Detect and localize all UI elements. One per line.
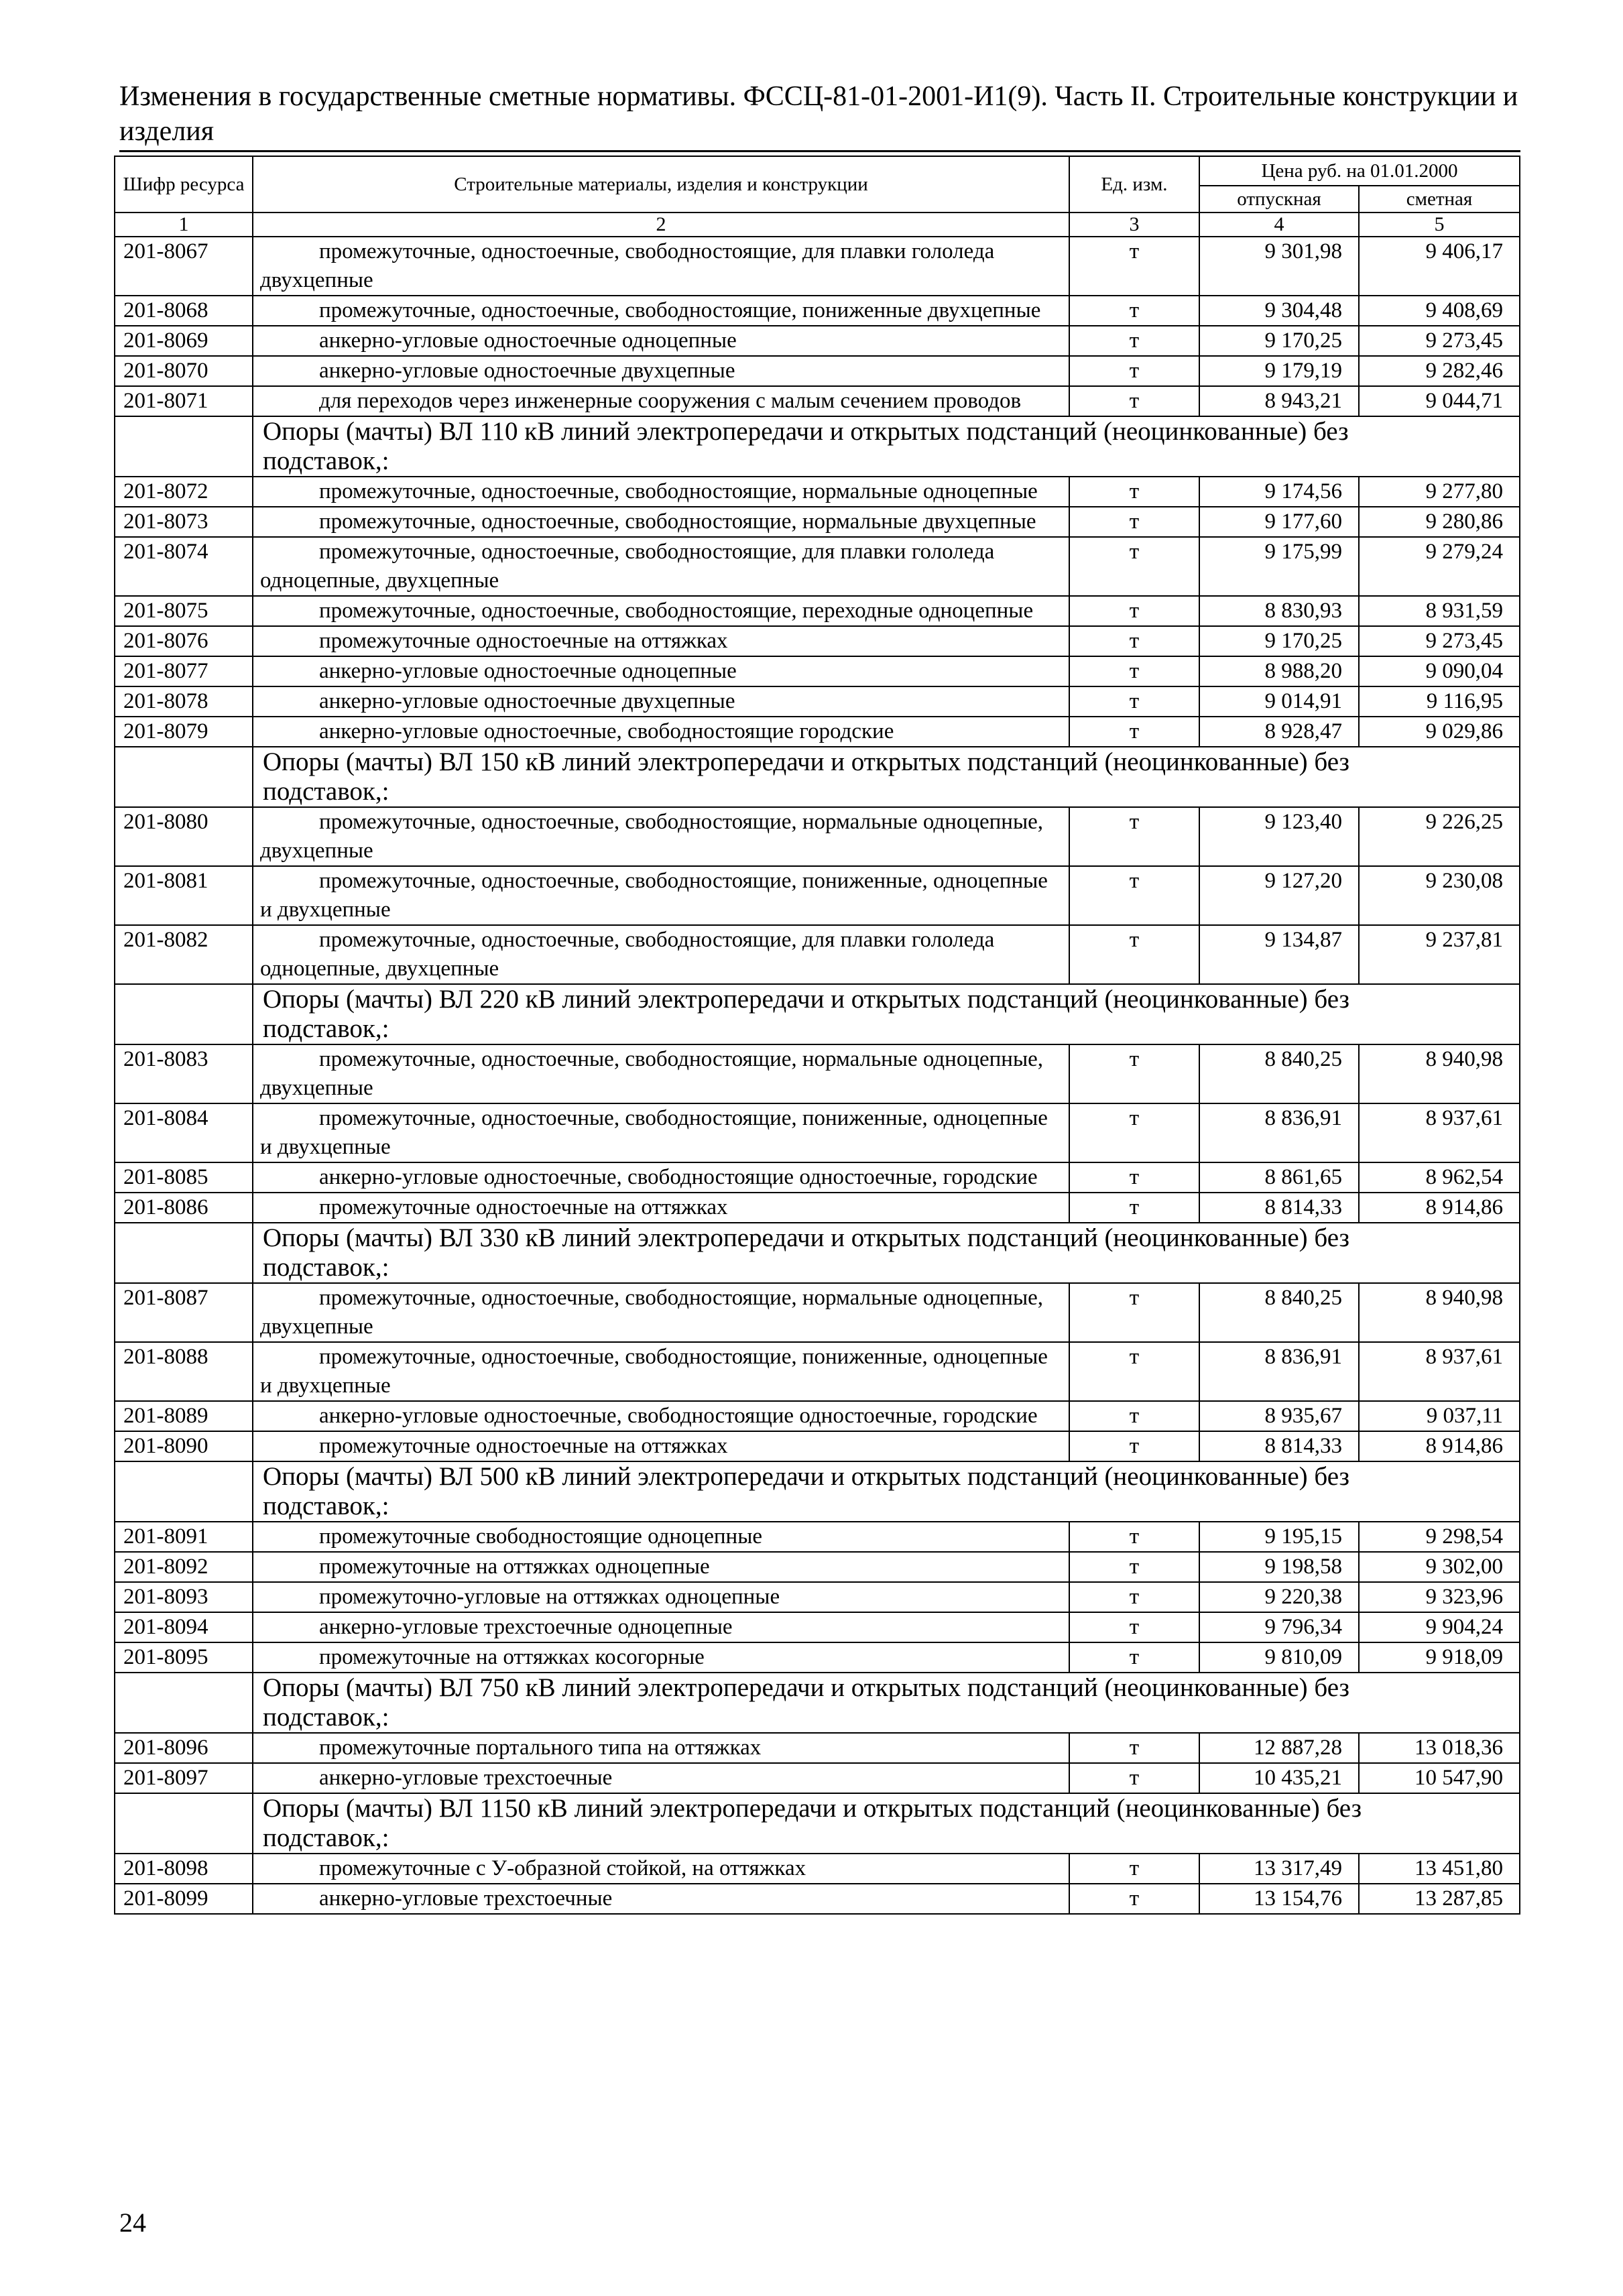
material-name: анкерно-угловые одностоечные, свободностоящие городские (253, 717, 1069, 747)
material-name: анкерно-угловые одностоечные двухцепные (253, 356, 1069, 386)
column-number: 3 (1069, 213, 1199, 237)
table-row (115, 596, 1520, 626)
resource-code: 201-8069 (115, 326, 253, 356)
section-row (115, 1461, 1520, 1522)
release-price: 9 796,34 (1199, 1612, 1359, 1642)
estimate-price: 9 044,71 (1359, 386, 1520, 416)
unit: т (1069, 477, 1199, 507)
resource-code: 201-8082 (115, 925, 253, 984)
table-row (115, 1733, 1520, 1763)
estimate-price: 9 406,17 (1359, 237, 1520, 296)
release-price: 8 814,33 (1199, 1431, 1359, 1461)
section-empty-cell (115, 416, 253, 477)
release-price: 8 830,93 (1199, 596, 1359, 626)
estimate-price: 9 282,46 (1359, 356, 1520, 386)
material-name: промежуточные, одностоечные, свободностоящие, пониженные двухцепные (253, 296, 1069, 326)
release-price: 8 840,25 (1199, 1283, 1359, 1342)
resource-code: 201-8097 (115, 1763, 253, 1793)
table-row (115, 686, 1520, 717)
release-price: 8 943,21 (1199, 386, 1359, 416)
table-row (115, 1162, 1520, 1193)
estimate-price: 9 230,08 (1359, 866, 1520, 925)
release-price: 8 935,67 (1199, 1401, 1359, 1431)
section-title: Опоры (мачты) ВЛ 500 кВ линий электропередачи и открытых подстанций (неоцинкованные) без подставок,: (253, 1461, 1520, 1522)
section-empty-cell (115, 1223, 253, 1283)
unit: т (1069, 356, 1199, 386)
release-price: 9 134,87 (1199, 925, 1359, 984)
material-name: промежуточные одностоечные на оттяжках (253, 1431, 1069, 1461)
header-unit: Ед. изм. (1069, 156, 1199, 213)
header-code: Шифр ресурса (115, 156, 253, 213)
material-name: анкерно-угловые одностоечные, свободностоящие одностоечные, городские (253, 1401, 1069, 1431)
release-price: 10 435,21 (1199, 1763, 1359, 1793)
section-row (115, 1793, 1520, 1854)
unit: т (1069, 1522, 1199, 1552)
section-empty-cell (115, 747, 253, 807)
resource-code: 201-8076 (115, 626, 253, 656)
section-title: Опоры (мачты) ВЛ 110 кВ линий электропередачи и открытых подстанций (неоцинкованные) без подставок,: (253, 416, 1520, 477)
release-price: 9 177,60 (1199, 507, 1359, 537)
unit: т (1069, 866, 1199, 925)
material-name: промежуточно-угловые на оттяжках одноцепные (253, 1582, 1069, 1612)
unit: т (1069, 1283, 1199, 1342)
table-row (115, 1552, 1520, 1582)
table-row (115, 807, 1520, 866)
section-row (115, 984, 1520, 1044)
release-price: 8 814,33 (1199, 1193, 1359, 1223)
release-price: 12 887,28 (1199, 1733, 1359, 1763)
section-title: Опоры (мачты) ВЛ 150 кВ линий электропередачи и открытых подстанций (неоцинкованные) без подставок,: (253, 747, 1520, 807)
section-empty-cell (115, 1673, 253, 1733)
resource-code: 201-8095 (115, 1642, 253, 1673)
estimate-price: 8 940,98 (1359, 1044, 1520, 1103)
page-number: 24 (119, 2208, 146, 2238)
section-row (115, 747, 1520, 807)
estimate-price: 9 408,69 (1359, 296, 1520, 326)
resource-code: 201-8089 (115, 1401, 253, 1431)
table-row (115, 1401, 1520, 1431)
table-row (115, 1884, 1520, 1914)
resource-code: 201-8083 (115, 1044, 253, 1103)
unit: т (1069, 596, 1199, 626)
release-price: 13 317,49 (1199, 1854, 1359, 1884)
resource-code: 201-8070 (115, 356, 253, 386)
column-number: 4 (1199, 213, 1359, 237)
resource-code: 201-8078 (115, 686, 253, 717)
resource-code: 201-8094 (115, 1612, 253, 1642)
header-estimate-price: сметная (1359, 186, 1520, 213)
table-row (115, 626, 1520, 656)
estimate-price: 9 904,24 (1359, 1612, 1520, 1642)
estimate-price: 13 451,80 (1359, 1854, 1520, 1884)
table-row (115, 1044, 1520, 1103)
price-table (114, 156, 1520, 1915)
table-row (115, 1283, 1520, 1342)
unit: т (1069, 296, 1199, 326)
column-number-row (115, 213, 1520, 237)
release-price: 9 195,15 (1199, 1522, 1359, 1552)
column-number: 5 (1359, 213, 1520, 237)
material-name: промежуточные, одностоечные, свободностоящие, для плавки гололеда одноцепные, двухцепные (253, 925, 1069, 984)
resource-code: 201-8073 (115, 507, 253, 537)
material-name: для переходов через инженерные сооружения с малым сечением проводов (253, 386, 1069, 416)
estimate-price: 13 018,36 (1359, 1733, 1520, 1763)
release-price: 9 174,56 (1199, 477, 1359, 507)
header-name: Строительные материалы, изделия и конструкции (253, 156, 1069, 213)
unit: т (1069, 1642, 1199, 1673)
release-price: 9 127,20 (1199, 866, 1359, 925)
release-price: 9 301,98 (1199, 237, 1359, 296)
table-row (115, 1193, 1520, 1223)
unit: т (1069, 237, 1199, 296)
table-row (115, 537, 1520, 596)
release-price: 9 175,99 (1199, 537, 1359, 596)
estimate-price: 9 273,45 (1359, 326, 1520, 356)
estimate-price: 8 931,59 (1359, 596, 1520, 626)
unit: т (1069, 1612, 1199, 1642)
estimate-price: 9 280,86 (1359, 507, 1520, 537)
table-row (115, 326, 1520, 356)
resource-code: 201-8074 (115, 537, 253, 596)
table-row (115, 1854, 1520, 1884)
material-name: промежуточные одностоечные на оттяжках (253, 1193, 1069, 1223)
estimate-price: 13 287,85 (1359, 1884, 1520, 1914)
unit: т (1069, 1044, 1199, 1103)
release-price: 8 836,91 (1199, 1103, 1359, 1162)
section-title: Опоры (мачты) ВЛ 330 кВ линий электропередачи и открытых подстанций (неоцинкованные) без подставок,: (253, 1223, 1520, 1283)
table-row (115, 386, 1520, 416)
estimate-price: 9 116,95 (1359, 686, 1520, 717)
resource-code: 201-8086 (115, 1193, 253, 1223)
unit: т (1069, 537, 1199, 596)
release-price: 9 170,25 (1199, 326, 1359, 356)
table-row (115, 1612, 1520, 1642)
material-name: промежуточные, одностоечные, свободностоящие, переходные одноцепные (253, 596, 1069, 626)
resource-code: 201-8093 (115, 1582, 253, 1612)
material-name: анкерно-угловые одностоечные одноцепные (253, 326, 1069, 356)
unit: т (1069, 807, 1199, 866)
unit: т (1069, 1342, 1199, 1401)
unit: т (1069, 1582, 1199, 1612)
estimate-price: 9 918,09 (1359, 1642, 1520, 1673)
material-name: анкерно-угловые трехстоечные (253, 1763, 1069, 1793)
resource-code: 201-8072 (115, 477, 253, 507)
resource-code: 201-8085 (115, 1162, 253, 1193)
table-row (115, 356, 1520, 386)
unit: т (1069, 1763, 1199, 1793)
resource-code: 201-8084 (115, 1103, 253, 1162)
resource-code: 201-8092 (115, 1552, 253, 1582)
resource-code: 201-8079 (115, 717, 253, 747)
material-name: промежуточные, одностоечные, свободностоящие, нормальные одноцепные (253, 477, 1069, 507)
resource-code: 201-8090 (115, 1431, 253, 1461)
section-empty-cell (115, 1461, 253, 1522)
material-name: промежуточные, одностоечные, свободностоящие, нормальные одноцепные, двухцепные (253, 1283, 1069, 1342)
release-price: 13 154,76 (1199, 1884, 1359, 1914)
estimate-price: 9 323,96 (1359, 1582, 1520, 1612)
estimate-price: 8 937,61 (1359, 1342, 1520, 1401)
table-row (115, 296, 1520, 326)
release-price: 9 179,19 (1199, 356, 1359, 386)
release-price: 8 988,20 (1199, 656, 1359, 686)
unit: т (1069, 1162, 1199, 1193)
material-name: анкерно-угловые одностоечные одноцепные (253, 656, 1069, 686)
release-price: 9 123,40 (1199, 807, 1359, 866)
material-name: анкерно-угловые одностоечные, свободностоящие одностоечные, городские (253, 1162, 1069, 1193)
table-row (115, 1582, 1520, 1612)
estimate-price: 8 962,54 (1359, 1162, 1520, 1193)
estimate-price: 9 037,11 (1359, 1401, 1520, 1431)
table-row (115, 237, 1520, 296)
material-name: промежуточные с У-образной стойкой, на оттяжках (253, 1854, 1069, 1884)
estimate-price: 8 914,86 (1359, 1431, 1520, 1461)
resource-code: 201-8077 (115, 656, 253, 686)
unit: т (1069, 925, 1199, 984)
section-empty-cell (115, 984, 253, 1044)
section-row (115, 1673, 1520, 1733)
table-row (115, 1522, 1520, 1552)
table-row (115, 507, 1520, 537)
table-row (115, 1431, 1520, 1461)
material-name: промежуточные на оттяжках одноцепные (253, 1552, 1069, 1582)
unit: т (1069, 656, 1199, 686)
table-row (115, 1103, 1520, 1162)
header-release-price: отпускная (1199, 186, 1359, 213)
resource-code: 201-8098 (115, 1854, 253, 1884)
release-price: 9 198,58 (1199, 1552, 1359, 1582)
release-price: 8 861,65 (1199, 1162, 1359, 1193)
resource-code: 201-8080 (115, 807, 253, 866)
material-name: промежуточные, одностоечные, свободностоящие, пониженные, одноцепные и двухцепные (253, 1342, 1069, 1401)
resource-code: 201-8088 (115, 1342, 253, 1401)
resource-code: 201-8087 (115, 1283, 253, 1342)
material-name: промежуточные на оттяжках косогорные (253, 1642, 1069, 1673)
table-head (115, 156, 1520, 237)
estimate-price: 9 090,04 (1359, 656, 1520, 686)
resource-code: 201-8099 (115, 1884, 253, 1914)
material-name: промежуточные, одностоечные, свободностоящие, для плавки гололеда двухцепные (253, 237, 1069, 296)
release-price: 9 170,25 (1199, 626, 1359, 656)
table-row (115, 717, 1520, 747)
resource-code: 201-8067 (115, 237, 253, 296)
material-name: промежуточные, одностоечные, свободностоящие, пониженные, одноцепные и двухцепные (253, 1103, 1069, 1162)
unit: т (1069, 626, 1199, 656)
material-name: промежуточные, одностоечные, свободностоящие, нормальные одноцепные, двухцепные (253, 807, 1069, 866)
release-price: 9 014,91 (1199, 686, 1359, 717)
unit: т (1069, 686, 1199, 717)
column-number: 2 (253, 213, 1069, 237)
material-name: промежуточные портального типа на оттяжках (253, 1733, 1069, 1763)
resource-code: 201-8071 (115, 386, 253, 416)
material-name: промежуточные, одностоечные, свободностоящие, пониженные, одноцепные и двухцепные (253, 866, 1069, 925)
material-name: промежуточные одностоечные на оттяжках (253, 626, 1069, 656)
release-price: 9 220,38 (1199, 1582, 1359, 1612)
estimate-price: 9 029,86 (1359, 717, 1520, 747)
estimate-price: 10 547,90 (1359, 1763, 1520, 1793)
unit: т (1069, 507, 1199, 537)
unit: т (1069, 1552, 1199, 1582)
release-price: 9 304,48 (1199, 296, 1359, 326)
table-row (115, 477, 1520, 507)
unit: т (1069, 1733, 1199, 1763)
section-empty-cell (115, 1793, 253, 1854)
release-price: 8 836,91 (1199, 1342, 1359, 1401)
material-name: промежуточные, одностоечные, свободностоящие, нормальные одноцепные, двухцепные (253, 1044, 1069, 1103)
column-number: 1 (115, 213, 253, 237)
table-row (115, 1342, 1520, 1401)
section-title: Опоры (мачты) ВЛ 1150 кВ линий электропередачи и открытых подстанций (неоцинкованные) без подставок,: (253, 1793, 1520, 1854)
material-name: промежуточные, одностоечные, свободностоящие, для плавки гололеда одноцепные, двухцепные (253, 537, 1069, 596)
estimate-price: 9 237,81 (1359, 925, 1520, 984)
estimate-price: 9 302,00 (1359, 1552, 1520, 1582)
material-name: анкерно-угловые трехстоечные одноцепные (253, 1612, 1069, 1642)
unit: т (1069, 1854, 1199, 1884)
resource-code: 201-8068 (115, 296, 253, 326)
table-body (115, 237, 1520, 1914)
table-row (115, 866, 1520, 925)
release-price: 8 928,47 (1199, 717, 1359, 747)
table-row (115, 1642, 1520, 1673)
unit: т (1069, 386, 1199, 416)
table-row (115, 925, 1520, 984)
unit: т (1069, 1103, 1199, 1162)
release-price: 9 810,09 (1199, 1642, 1359, 1673)
material-name: промежуточные, одностоечные, свободностоящие, нормальные двухцепные (253, 507, 1069, 537)
unit: т (1069, 717, 1199, 747)
unit: т (1069, 326, 1199, 356)
section-row (115, 1223, 1520, 1283)
table-row (115, 656, 1520, 686)
estimate-price: 8 937,61 (1359, 1103, 1520, 1162)
estimate-price: 8 940,98 (1359, 1283, 1520, 1342)
resource-code: 201-8075 (115, 596, 253, 626)
material-name: анкерно-угловые одностоечные двухцепные (253, 686, 1069, 717)
section-row (115, 416, 1520, 477)
unit: т (1069, 1884, 1199, 1914)
release-price: 8 840,25 (1199, 1044, 1359, 1103)
resource-code: 201-8091 (115, 1522, 253, 1552)
unit: т (1069, 1401, 1199, 1431)
estimate-price: 8 914,86 (1359, 1193, 1520, 1223)
table-row (115, 1763, 1520, 1793)
header-price: Цена руб. на 01.01.2000 (1199, 156, 1520, 186)
estimate-price: 9 298,54 (1359, 1522, 1520, 1552)
section-title: Опоры (мачты) ВЛ 750 кВ линий электропередачи и открытых подстанций (неоцинкованные) без подставок,: (253, 1673, 1520, 1733)
resource-code: 201-8096 (115, 1733, 253, 1763)
unit: т (1069, 1431, 1199, 1461)
resource-code: 201-8081 (115, 866, 253, 925)
unit: т (1069, 1193, 1199, 1223)
document-header: Изменения в государственные сметные нормативы. ФССЦ-81-01-2001-И1(9). Часть II. Строительные конструкции и изделия (119, 79, 1520, 152)
estimate-price: 9 226,25 (1359, 807, 1520, 866)
estimate-price: 9 277,80 (1359, 477, 1520, 507)
section-title: Опоры (мачты) ВЛ 220 кВ линий электропередачи и открытых подстанций (неоцинкованные) без подставок,: (253, 984, 1520, 1044)
estimate-price: 9 279,24 (1359, 537, 1520, 596)
estimate-price: 9 273,45 (1359, 626, 1520, 656)
material-name: анкерно-угловые трехстоечные (253, 1884, 1069, 1914)
material-name: промежуточные свободностоящие одноцепные (253, 1522, 1069, 1552)
